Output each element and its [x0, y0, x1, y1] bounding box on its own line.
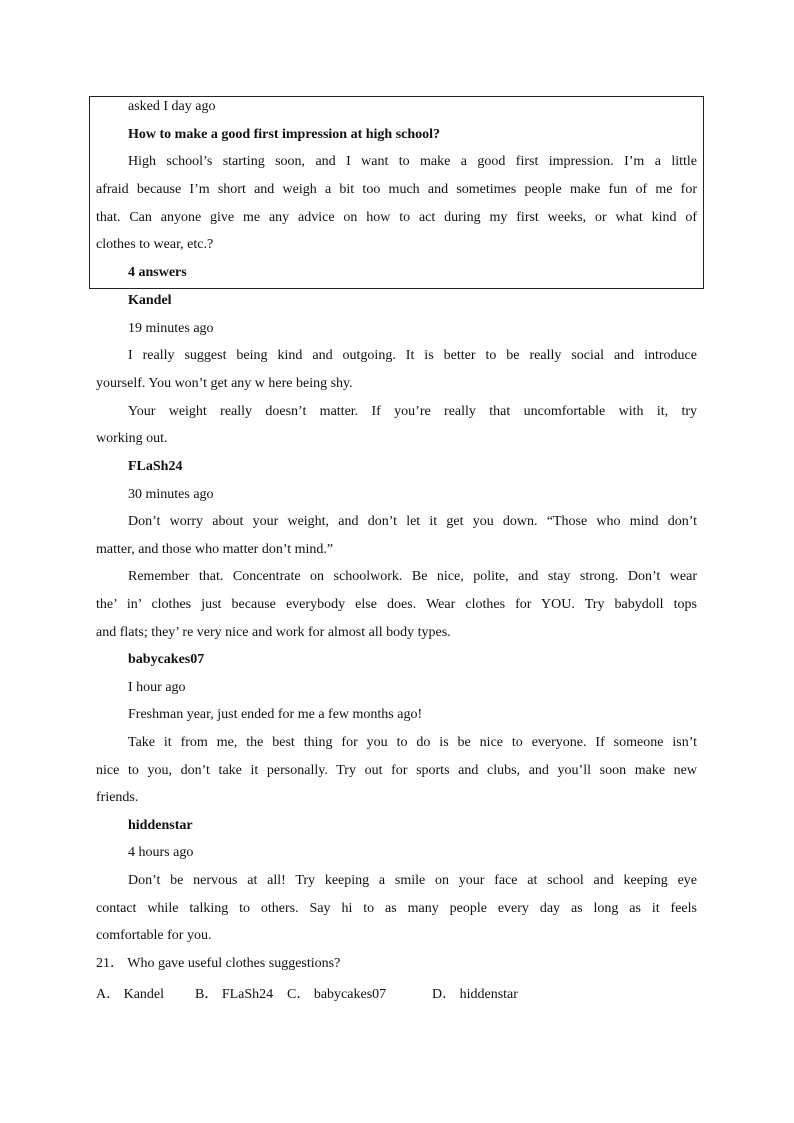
answer-username: FLaSh24 [128, 459, 183, 474]
answer-username: Kandel [128, 293, 172, 308]
answer-text-line: nice to you, don’t take it personally. Try out for sports and clubs, and you’ll soon make new [96, 763, 697, 778]
answer-text-line: the’ in’ clothes just because everybody else does. Wear clothes for YOU. Try babydoll tops [96, 597, 697, 612]
quiz-option-a: A． Kandel [96, 987, 165, 1002]
question-body-line: afraid because I’m short and weigh a bit too much and sometimes people make fun of me for [96, 182, 697, 197]
question-title: How to make a good first impression at high school? [128, 127, 441, 142]
answer-text-line: yourself. You won’t get any w here being shy. [96, 376, 353, 391]
asked-time: asked I day ago [128, 99, 216, 114]
answer-text-line: Freshman year, just ended for me a few months ago! [128, 707, 423, 722]
quiz-question: 21． Who gave useful clothes suggestions? [96, 956, 341, 971]
quiz-option-d: D． hiddenstar [432, 987, 518, 1002]
answer-text-line: and flats; they’ re very nice and work for almost all body types. [96, 625, 451, 640]
question-body-line: that. Can anyone give me any advice on how to act during my first weeks, or what kind of [96, 210, 697, 225]
quiz-option-c: C． babycakes07 [287, 987, 387, 1002]
answer-text-line: contact while talking to others. Say hi to as many people every day as long as it feels [96, 901, 697, 916]
answer-username: hiddenstar [128, 818, 193, 833]
answer-time: I hour ago [128, 680, 186, 695]
answer-text-line: Don’t worry about your weight, and don’t let it get you down. “Those who mind don’t [128, 514, 697, 529]
answer-text-line: Remember that. Concentrate on schoolwork. Be nice, polite, and stay strong. Don’t wear [128, 569, 697, 584]
answer-text-line: friends. [96, 790, 139, 805]
answer-time: 30 minutes ago [128, 487, 214, 502]
answer-text-line: Take it from me, the best thing for you to do is be nice to everyone. If someone isn’t [128, 735, 697, 750]
answer-text-line: Don’t be nervous at all! Try keeping a smile on your face at school and keeping eye [128, 873, 697, 888]
answers-count: 4 answers [128, 265, 187, 280]
answer-text-line: comfortable for you. [96, 928, 212, 943]
question-body-line: clothes to wear, etc.? [96, 237, 214, 252]
answer-text-line: I really suggest being kind and outgoing. It is better to be really social and introduce [128, 348, 697, 363]
answer-text-line: working out. [96, 431, 168, 446]
answer-text-line: Your weight really doesn’t matter. If you’re really that uncomfortable with it, try [128, 404, 697, 419]
answer-username: babycakes07 [128, 652, 205, 667]
answer-text-line: matter, and those who matter don’t mind.” [96, 542, 334, 557]
quiz-option-b: B． FLaSh24 [195, 987, 274, 1002]
question-body-line: High school’s starting soon, and I want to make a good first impression. I’m a little [128, 154, 697, 169]
answer-time: 19 minutes ago [128, 321, 214, 336]
answer-time: 4 hours ago [128, 845, 194, 860]
